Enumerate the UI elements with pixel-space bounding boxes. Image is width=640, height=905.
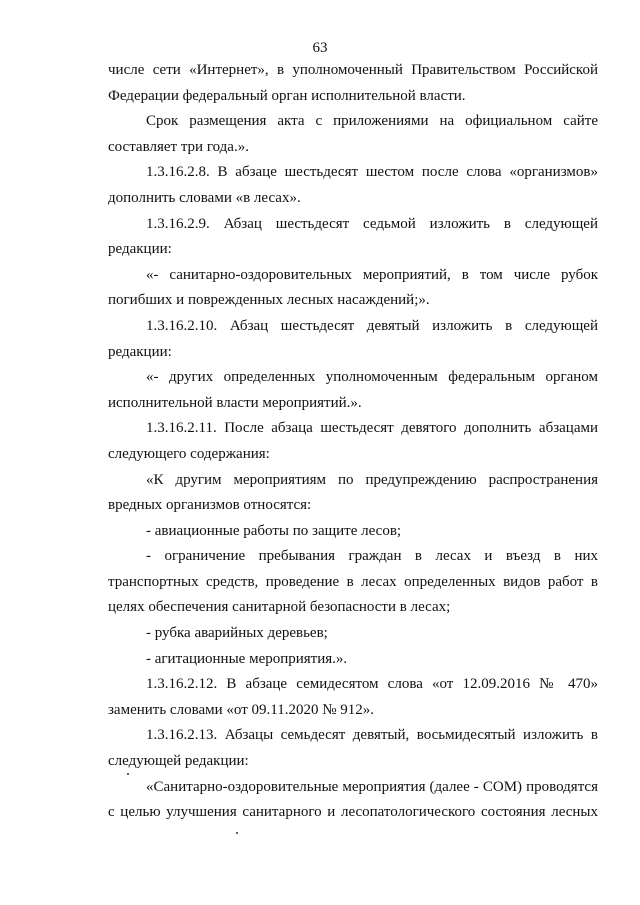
text-line: составляет три года.». bbox=[108, 138, 249, 155]
text-line: - ограничение пребывания граждан в лесах и въезд в них bbox=[146, 548, 598, 565]
text-line: Срок размещения акта с приложениями на официальном сайте bbox=[146, 113, 598, 130]
text-line: - агитационные мероприятия.». bbox=[146, 650, 348, 667]
text-line: 1.3.16.2.12. В абзаце семидесятом слова «от 12.09.2016 № 470» bbox=[146, 676, 598, 693]
document-body bbox=[108, 58, 598, 826]
text-line: - авиационные работы по защите лесов; bbox=[146, 522, 402, 539]
scan-speck bbox=[236, 832, 238, 834]
text-line: целях обеспечения санитарной безопасности в лесах; bbox=[108, 599, 451, 616]
text-line: дополнить словами «в лесах». bbox=[108, 189, 301, 206]
text-line: следующей редакции: bbox=[108, 753, 249, 770]
text-line: заменить словами «от 09.11.2020 № 912». bbox=[108, 701, 375, 718]
text-line: погибших и поврежденных лесных насаждений;». bbox=[108, 292, 430, 309]
scan-speck bbox=[127, 773, 129, 775]
text-line: следующего содержания: bbox=[108, 445, 270, 462]
text-line: 1.3.16.2.13. Абзацы семьдесят девятый, восьмидесятый изложить в bbox=[146, 727, 598, 744]
text-line: 1.3.16.2.9. Абзац шестьдесят седьмой изложить в следующей bbox=[146, 215, 598, 232]
text-line: «К другим мероприятиям по предупреждению распространения bbox=[146, 471, 598, 488]
text-line: исполнительной власти мероприятий.». bbox=[108, 394, 362, 411]
text-line: редакции: bbox=[108, 241, 172, 258]
text-line: с целью улучшения санитарного и лесопатологического состояния лесных bbox=[108, 804, 598, 821]
page-number: 63 bbox=[312, 40, 328, 56]
text-line: 1.3.16.2.11. После абзаца шестьдесят девятого дополнить абзацами bbox=[146, 420, 598, 437]
text-line: «- санитарно-оздоровительных мероприятий, в том числе рубок bbox=[146, 266, 598, 283]
text-line: 1.3.16.2.8. В абзаце шестьдесят шестом после слова «организмов» bbox=[146, 164, 598, 181]
text-line: вредных организмов относятся: bbox=[108, 497, 312, 514]
text-line: - рубка аварийных деревьев; bbox=[146, 625, 328, 642]
text-line: Федерации федеральный орган исполнительной власти. bbox=[108, 87, 466, 104]
text-line: транспортных средств, проведение в лесах определенных видов работ в bbox=[108, 573, 598, 590]
text-line: числе сети «Интернет», в уполномоченный Правительством Российской bbox=[108, 62, 598, 78]
text-line: «Санитарно-оздоровительные мероприятия (далее - СОМ) проводятся bbox=[146, 778, 598, 795]
text-line: редакции: bbox=[108, 343, 172, 360]
text-line: «- других определенных уполномоченным федеральным органом bbox=[146, 369, 598, 386]
text-line: 1.3.16.2.10. Абзац шестьдесят девятый изложить в следующей bbox=[146, 317, 598, 334]
